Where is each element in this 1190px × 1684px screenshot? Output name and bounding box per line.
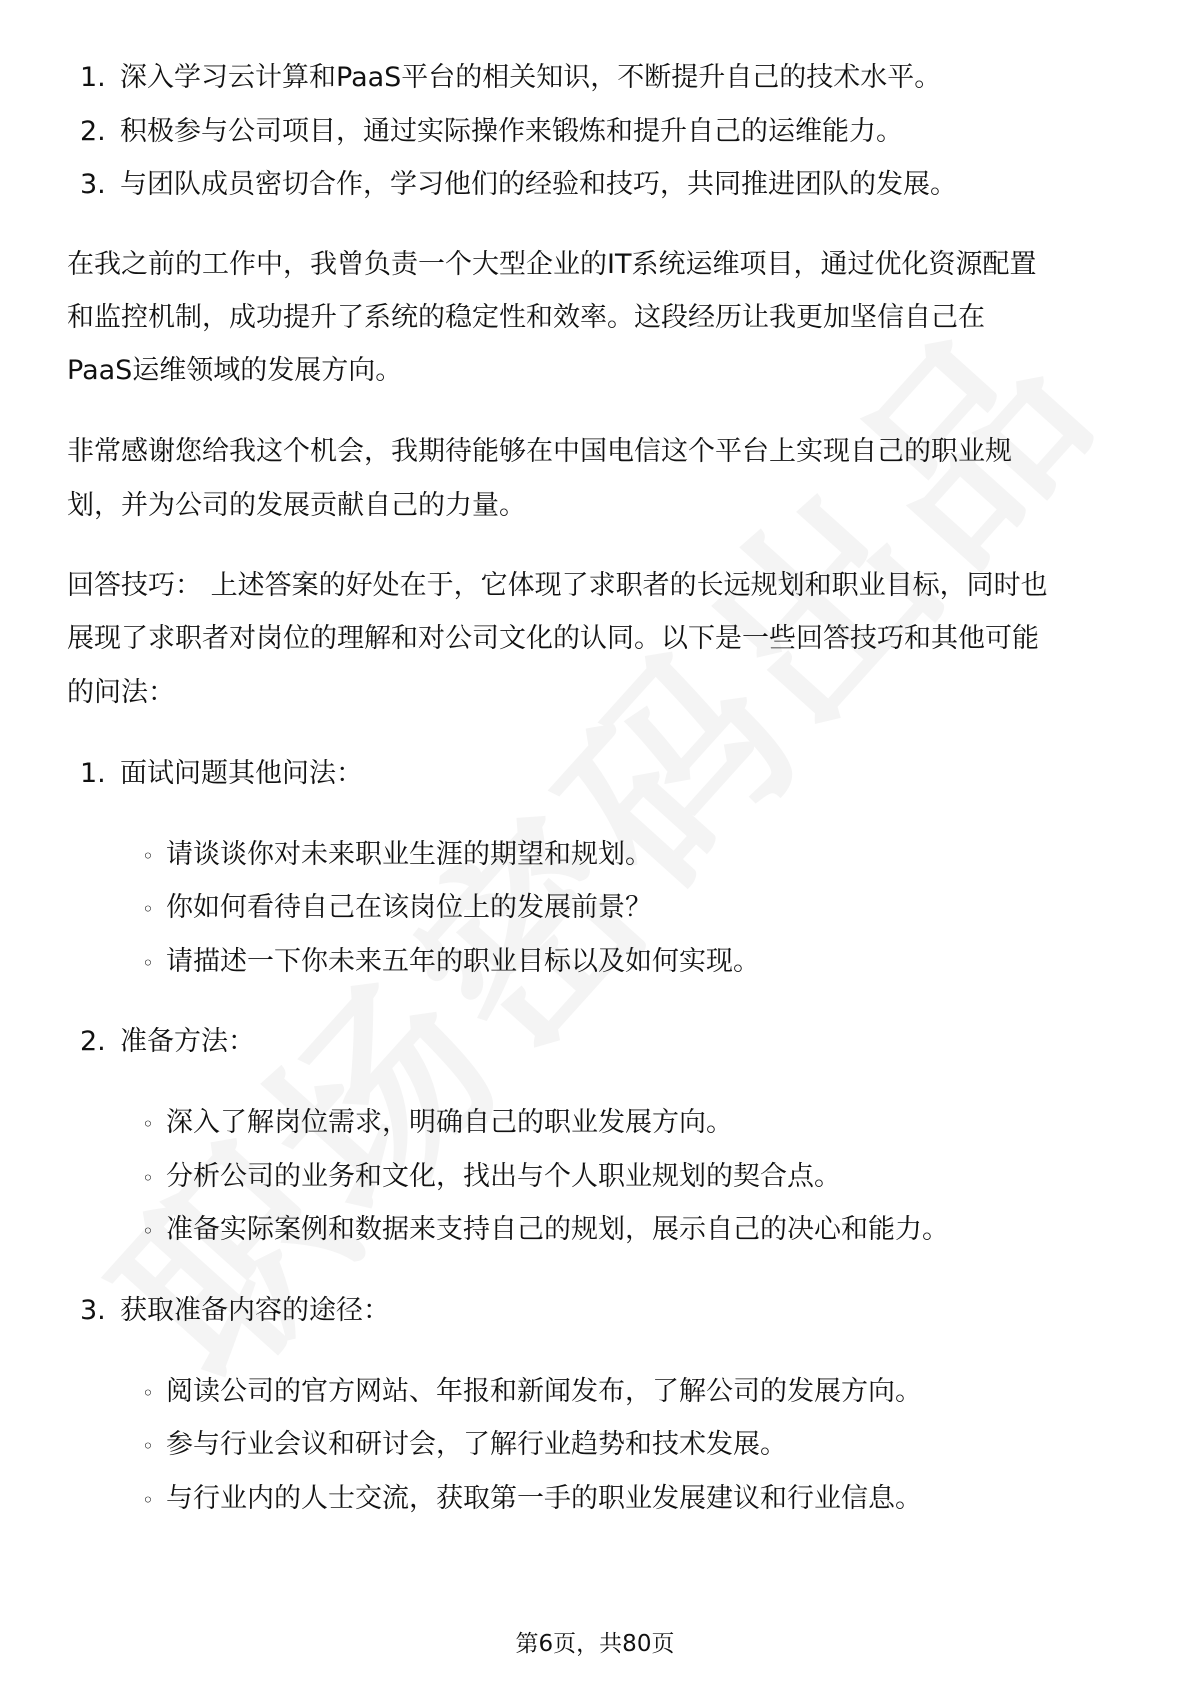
bullet-icon: ◦	[142, 1488, 154, 1512]
paragraph-line: 展现了求职者对岗位的理解和对公司文化的认同。以下是一些回答技巧和其他可能	[67, 623, 1039, 654]
section-number: 2.	[80, 1026, 106, 1057]
list-number: 2.	[80, 116, 106, 147]
bullet-item	[142, 1160, 841, 1195]
page-footer: 第6页，共80页	[515, 1631, 675, 1657]
paragraph-line: 的问法：	[67, 677, 175, 708]
list-number: 3.	[80, 169, 106, 200]
bullet-text: 你如何看待自己在该岗位上的发展前景？	[166, 892, 652, 923]
bullet-icon: ◦	[142, 1381, 154, 1405]
top-list-item	[80, 61, 941, 95]
paragraph-line: 在我之前的工作中，我曾负责一个大型企业的IT系统运维项目，通过优化资源配置	[67, 249, 1037, 280]
bullet-icon: ◦	[142, 951, 154, 975]
list-text: 积极参与公司项目，通过实际操作来锻炼和提升自己的运维能力。	[120, 116, 903, 147]
top-list-item	[80, 168, 957, 202]
bullet-icon: ◦	[142, 1166, 154, 1190]
bullet-item	[142, 945, 760, 980]
paragraph-line: 非常感谢您给我这个机会，我期待能够在中国电信这个平台上实现自己的职业规	[67, 436, 1012, 467]
top-list-item	[80, 115, 903, 149]
paragraph-line: 和监控机制，成功提升了系统的稳定性和效率。这段经历让我更加坚信自己在	[67, 302, 985, 333]
bullet-text: 阅读公司的官方网站、年报和新闻发布，了解公司的发展方向。	[166, 1376, 922, 1407]
bullet-text: 准备实际案例和数据来支持自己的规划，展示自己的决心和能力。	[166, 1214, 949, 1245]
section-number: 3.	[80, 1295, 106, 1326]
bullet-item	[142, 891, 652, 926]
bullet-item	[142, 1213, 949, 1248]
bullet-text: 与行业内的人士交流，获取第一手的职业发展建议和行业信息。	[166, 1483, 922, 1514]
bullet-text: 请描述一下你未来五年的职业目标以及如何实现。	[166, 946, 760, 977]
bullet-text: 参与行业会议和研讨会，了解行业趋势和技术发展。	[166, 1429, 787, 1460]
bullet-text: 请谈谈你对未来职业生涯的期望和规划。	[166, 839, 652, 870]
bullet-icon: ◦	[142, 1219, 154, 1243]
bullet-text: 深入了解岗位需求，明确自己的职业发展方向。	[166, 1107, 733, 1138]
section-heading	[80, 1025, 255, 1059]
bullet-icon: ◦	[142, 844, 154, 868]
section-title: 面试问题其他问法：	[120, 758, 363, 789]
paragraph-line: 回答技巧： 上述答案的好处在于，它体现了求职者的长远规划和职业目标，同时也	[67, 570, 1048, 601]
bullet-item	[142, 1428, 787, 1463]
section-number: 1.	[80, 758, 106, 789]
paragraph-line: PaaS运维领域的发展方向。	[67, 355, 403, 386]
bullet-item	[142, 1106, 733, 1141]
bullet-icon: ◦	[142, 1434, 154, 1458]
list-text: 与团队成员密切合作，学习他们的经验和技巧，共同推进团队的发展。	[120, 169, 957, 200]
bullet-item	[142, 838, 652, 873]
section-title: 获取准备内容的途径：	[120, 1295, 390, 1326]
section-heading	[80, 1294, 390, 1328]
section-title: 准备方法：	[120, 1026, 255, 1057]
bullet-icon: ◦	[142, 1112, 154, 1136]
bullet-item	[142, 1375, 922, 1410]
list-number: 1.	[80, 62, 106, 93]
paragraph-line: 划，并为公司的发展贡献自己的力量。	[67, 490, 526, 521]
bullet-item	[142, 1482, 922, 1517]
bullet-icon: ◦	[142, 897, 154, 921]
bullet-text: 分析公司的业务和文化，找出与个人职业规划的契合点。	[166, 1161, 841, 1192]
list-text: 深入学习云计算和PaaS平台的相关知识，不断提升自己的技术水平。	[120, 62, 942, 93]
section-heading	[80, 757, 363, 791]
